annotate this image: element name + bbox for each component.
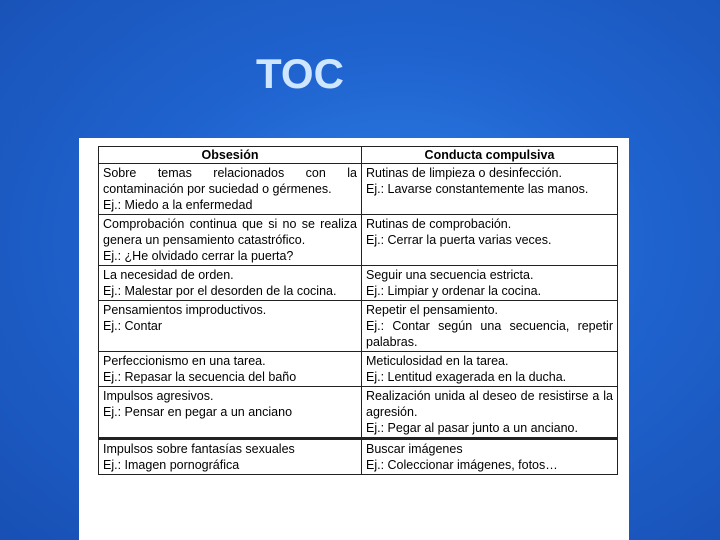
conducta-cell (362, 266, 618, 301)
cell-example: Ej.: Imagen pornográfica (103, 458, 240, 472)
toc-table (98, 146, 618, 475)
obsesion-cell (99, 301, 362, 352)
cell-text: Comprobación continua que si no se realiza genera un pensamiento catastrófico. (103, 217, 357, 247)
conducta-cell (362, 164, 618, 215)
cell-text: La necesidad de orden. (103, 268, 234, 282)
cell-text: Rutinas de comprobación. (366, 217, 512, 231)
header-conducta: Conducta compulsiva (362, 147, 618, 164)
table-row (99, 387, 618, 439)
obsesion-cell (99, 266, 362, 301)
conducta-cell (362, 352, 618, 387)
table-header-row (99, 147, 618, 164)
conducta-cell (362, 301, 618, 352)
header-obsesion: Obsesión (99, 147, 362, 164)
cell-example: Ej.: Lentitud exagerada en la ducha. (366, 370, 567, 384)
cell-example: Ej.: Lavarse constantemente las manos. (366, 182, 589, 196)
cell-text: Realización unida al deseo de resistirse a la agresión. (366, 389, 613, 419)
obsesion-cell (99, 439, 362, 475)
cell-example: Ej.: Contar según una secuencia, repetir palabras. (366, 319, 613, 349)
cell-text: Buscar imágenes (366, 442, 463, 456)
table-row (99, 301, 618, 352)
cell-text: Impulsos sobre fantasías sexuales (103, 442, 295, 456)
cell-example: Ej.: Contar (103, 319, 163, 333)
cell-example: Ej.: Pensar en pegar a un anciano (103, 405, 293, 419)
cell-text: Meticulosidad en la tarea. (366, 354, 509, 368)
cell-text: Seguir una secuencia estricta. (366, 268, 534, 282)
cell-example: Ej.: Coleccionar imágenes, fotos… (366, 458, 558, 472)
obsesion-cell (99, 352, 362, 387)
cell-example: Ej.: Limpiar y ordenar la cocina. (366, 284, 542, 298)
slide-title: TOC (256, 50, 344, 97)
conducta-cell (362, 215, 618, 266)
cell-text: Perfeccionismo en una tarea. (103, 354, 266, 368)
cell-example: Ej.: Miedo a la enfermedad (103, 198, 253, 212)
cell-text: Rutinas de limpieza o desinfección. (366, 166, 562, 180)
cell-text: Repetir el pensamiento. (366, 303, 499, 317)
obsesion-cell (99, 164, 362, 215)
cell-text: Pensamientos improductivos. (103, 303, 267, 317)
table-row (99, 164, 618, 215)
table-row (99, 215, 618, 266)
table-row (99, 266, 618, 301)
cell-text: Impulsos agresivos. (103, 389, 214, 403)
cell-example: Ej.: Pegar al pasar junto a un anciano. (366, 421, 578, 435)
cell-text: Sobre temas relacionados con la contaminación por suciedad o gérmenes. (103, 166, 357, 196)
conducta-cell (362, 387, 618, 439)
cell-example: Ej.: Malestar por el desorden de la cocina. (103, 284, 337, 298)
conducta-cell (362, 439, 618, 475)
obsesion-cell (99, 387, 362, 439)
obsesion-cell (99, 215, 362, 266)
cell-example: Ej.: ¿He olvidado cerrar la puerta? (103, 249, 294, 263)
cell-example: Ej.: Cerrar la puerta varias veces. (366, 233, 552, 247)
table-row (99, 439, 618, 475)
table-row (99, 352, 618, 387)
cell-example: Ej.: Repasar la secuencia del baño (103, 370, 297, 384)
